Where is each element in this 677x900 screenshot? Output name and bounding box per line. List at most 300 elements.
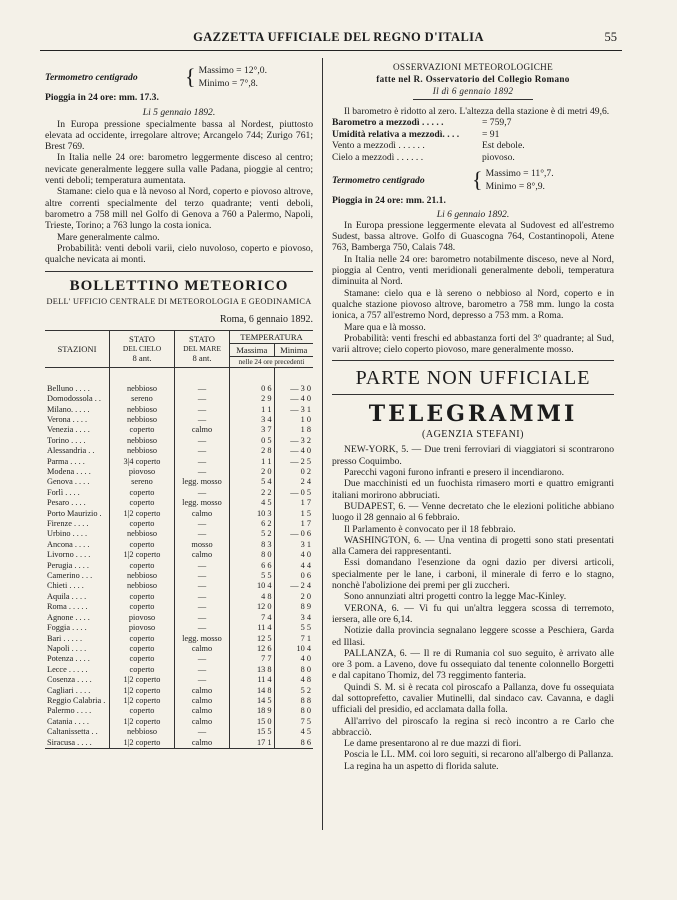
table-row [45,654,313,664]
sky-state: nebbioso [110,436,175,446]
report-date: Li 5 gennaio 1892. [142,107,216,119]
station-name: Belluno . . . . [45,384,110,394]
station-name: Milano. . . . . [45,405,110,415]
sea-state: — [175,561,230,571]
telegram-paragraph: Poscia le LL. MM. coi loro seguiti, si recarono all'albergo di Pallanza. [344,749,614,761]
header-text: STATO [189,334,215,345]
brace-glyph: { [472,167,483,193]
header-text: STATO [129,334,155,345]
section-rule [45,271,313,272]
station-name: Perugia . . . . [45,561,110,571]
sea-state: — [175,581,230,591]
spacer-cell [45,367,110,384]
table-row [45,706,313,716]
telegram-paragraph: Quindi S. M. si è recata col piroscafo a Pallanza, dove fu ossequiata dal sottoprefetto, cavalier Mutinelli, dal sindaco cav. Cavanna, e dagli ufficiali del presidio, ed acclamata dalla folla. [332,681,614,716]
sea-state: — [175,394,230,404]
sky-state: coperto [110,665,175,675]
thermometer-label: Termometro centigrado [332,174,425,186]
station-name: Aquila . . . . [45,592,110,602]
station-name: Urbino . . . . [45,529,110,539]
temp-max: 15 0 [230,717,275,727]
report-paragraph: Mare qua e là mosso. [344,321,426,333]
temp-max: 6 6 [230,561,275,571]
temp-max: 2 9 [230,394,275,404]
table-row [45,467,313,477]
sky-state: coperto [110,602,175,612]
station-name: Parma . . . . [45,457,110,467]
table-row [45,665,313,675]
station-name: Cosenza . . . . [45,675,110,685]
thermo-min: Minimo = 7°,8. [198,78,258,89]
table-row [45,727,313,737]
temp-min: 4 0 [274,654,313,664]
telegram-paragraph: Parecchi vagoni furono infranti e presero il incendiarono. [344,467,565,479]
telegram-paragraph: Sono annunziati altri progetti contro la legge Mac-Kinley. [344,591,567,603]
telegram-paragraph: Il Parlamento è convocato per il 18 febbraio. [344,523,516,535]
temp-min: 3 1 [274,540,313,550]
report-paragraph: In Europa pressione leggermente elevata al Sudovest ed all'estremo Sudest, bassa altrove. Golfo di Guascogna 764, Costantinopoli, Atene 763, Bamberga 750, Calais 748. [332,219,614,254]
sky-state: nebbioso [110,405,175,415]
station-name: Lecce . . . . . [45,665,110,675]
station-name: Chieti . . . . [45,581,110,591]
table-row [45,477,313,487]
table-row [45,436,313,446]
obs-title: OSSERVAZIONI METEOROLOGICHE [392,62,554,72]
temp-min: — 4 0 [274,394,313,404]
obs-reading-label: Barometro a mezzodì . . . . . [332,117,444,129]
col-header-temperatura: TEMPERATURA [230,330,314,343]
temp-max: 5 4 [230,477,275,487]
station-name: Potenza . . . . [45,654,110,664]
station-name: Pesaro . . . . [45,498,110,508]
col-header-nelle: nelle 24 ore precedenti [230,356,314,367]
station-name: Modena . . . . [45,467,110,477]
temp-max: 11 4 [230,623,275,633]
table-row [45,519,313,529]
station-name: Caltanissetta . . [45,727,110,737]
sky-state: coperto [110,561,175,571]
table-row [45,405,313,415]
temp-max: 14 5 [230,696,275,706]
temp-max: 2 0 [230,467,275,477]
sea-state: — [175,602,230,612]
table-row [45,415,313,425]
station-name: Firenze . . . . [45,519,110,529]
temp-min: — 3 0 [274,384,313,394]
station-name: Cagliari . . . . [45,686,110,696]
sky-state: coperto [110,425,175,435]
sea-state: calmo [175,706,230,716]
thermometer-block [45,64,313,90]
sea-state: — [175,405,230,415]
sky-state: nebbioso [110,727,175,737]
header-rule [40,50,622,51]
temp-min: — 0 5 [274,488,313,498]
table-row [45,498,313,508]
sea-state: — [175,457,230,467]
temp-min: 1 7 [274,519,313,529]
telegram-paragraph: Essi domandano l'esenzione da ogni dazio per diversi articoli, specialmente per le lane, i carboni, il minerale di ferro e lo stagno, nonchè l'abolizione dei premi per gli zuccheri. [332,557,614,592]
temp-max: 18 9 [230,706,275,716]
sky-state: coperto [110,498,175,508]
temp-min: 2 0 [274,592,313,602]
obs-reading-label: Cielo a mezzodì . . . . . . [332,151,424,163]
station-name: Roma . . . . . [45,602,110,612]
sea-state: legg. mosso [175,634,230,644]
sky-state: piovoso [110,467,175,477]
spacer-cell [274,367,313,384]
sky-state: nebbioso [110,446,175,456]
sea-state: — [175,529,230,539]
telegram-paragraph: VERONA, 6. — Vi fu qui un'altra leggera scossa di terremoto, iersera, alle ore 6,14. [332,602,614,625]
table-row [45,738,313,748]
sea-state: calmo [175,644,230,654]
sky-state: coperto [110,488,175,498]
obs-reading-value: Est debole. [482,140,525,152]
table-row [45,457,313,467]
table-row [45,529,313,539]
temp-max: 11 4 [230,675,275,685]
station-name: Reggio Calabria . [45,696,110,706]
sea-state: — [175,623,230,633]
table-row [45,425,313,435]
sky-state: piovoso [110,613,175,623]
sky-state: piovoso [110,623,175,633]
sky-state: coperto [110,644,175,654]
report-paragraph: Stamane: cielo qua e là nevoso al Nord, coperto e piovoso altrove, altre correnti specialmente del terzo quadrante; venti deboli, barometro a 758 mill nel Golfo di Genova a 760 a Palermo, Napoli, Trieste, Torino; a 763 lungo la costa ionica. [45,186,313,232]
sky-state: 1|2 coperto [110,509,175,519]
bollettino-subtitle: DELL' UFFICIO CENTRALE DI METEOROLOGIA E GEODINAMICA [46,297,312,307]
table-row [45,696,313,706]
obs-reading-row [332,117,614,129]
obs-reading-label: Umidità relativa a mezzodì. . . . [332,128,460,140]
temp-max: 2 2 [230,488,275,498]
sky-state: sereno [110,477,175,487]
meteo-table [45,330,313,748]
header-text: DEL CIELO [122,344,162,354]
sea-state: — [175,436,230,446]
station-name: Napoli . . . . [45,644,110,654]
temp-max: 12 0 [230,602,275,612]
table-row [45,488,313,498]
temp-max: 5 5 [230,571,275,581]
header-text: 8 ant. [132,353,152,364]
station-name: Verona . . . . [45,415,110,425]
sky-state: 1|2 coperto [110,550,175,560]
station-name: Alessandria . . [45,446,110,456]
sea-state: — [175,675,230,685]
temp-min: — 2 4 [274,581,313,591]
table-row [45,634,313,644]
temp-min: 10 4 [274,644,313,654]
temp-max: 10 3 [230,509,275,519]
table-row [45,384,313,394]
sea-state: — [175,467,230,477]
sea-state: — [175,519,230,529]
table-row [45,561,313,571]
sky-state: coperto [110,592,175,602]
telegram-paragraph: All'arrivo del piroscafo la regina si recò incontro a re Carlo che abbracciò. [332,715,614,738]
temp-min: — 2 5 [274,457,313,467]
station-name: Forlì . . . . [45,488,110,498]
temp-min: 4 4 [274,561,313,571]
sky-state: coperto [110,540,175,550]
thermo-max: Massimo = 12°,0. [198,65,267,76]
temp-max: 17 1 [230,738,275,748]
left-column [45,60,313,749]
sea-state: calmo [175,738,230,748]
temp-max: 1 1 [230,405,275,415]
telegram-paragraph: NEW-YORK, 5. — Due treni ferroviari di viaggiatori si scontrarono presso Coquimbo. [332,444,614,467]
sea-state: — [175,592,230,602]
sky-state: 1|2 coperto [110,686,175,696]
section-rule [332,394,614,395]
temp-min: 1 8 [274,425,313,435]
telegram-paragraph: WASHINGTON, 6. — Una ventina di progetti sono stati presentati alla Camera dei rappresentanti. [332,534,614,558]
obs-reading-value: = 759,7 [482,117,512,129]
temp-max: 5 2 [230,529,275,539]
table-row [45,540,313,550]
temp-min: — 3 2 [274,436,313,446]
obs-reading-value: piovoso. [482,151,515,163]
temp-min: 0 2 [274,467,313,477]
sky-state: nebbioso [110,529,175,539]
station-name: Palermo . . . . [45,706,110,716]
temp-max: 8 3 [230,540,275,550]
temp-max: 3 7 [230,425,275,435]
sea-state: calmo [175,686,230,696]
spacer-cell [110,367,175,384]
report-paragraph: In Italia nelle 24 ore: barometro notabilmente disceso, neve al Nord, pioggia al Centro, venti meridionali generalmente deboli, temperatura diminuita al Nord. [332,253,614,288]
temp-min: 4 8 [274,675,313,685]
parte-non-ufficiale-title: PARTE NON UFFICIALE [355,367,591,390]
temp-max: 7 4 [230,613,275,623]
page-number: 55 [604,30,617,44]
report-date: Li 6 gennaio 1892. [436,208,510,220]
station-name: Genova . . . . [45,477,110,487]
table-row [45,623,313,633]
header-text: 8 ant. [192,353,212,364]
col-header-massima: Massima [230,343,275,356]
temp-min: 3 4 [274,613,313,623]
baro-note: Il barometro è ridotto al zero. L'altezza della stazione è di metri 49,6. [344,106,610,117]
temp-min: — 4 0 [274,446,313,456]
agenzia-label: (AGENZIA STEFANI) [422,429,524,441]
sea-state: calmo [175,696,230,706]
telegram-paragraph: La regina ha un aspetto di florida salute. [344,760,499,772]
col-header-minima: Minima [274,343,313,356]
temp-min: 4 5 [274,727,313,737]
section-rule [332,360,614,361]
spacer-cell [175,367,230,384]
sea-state: — [175,415,230,425]
station-name: Catania . . . . [45,717,110,727]
col-header-cielo [110,330,175,367]
telegram-paragraph: BUDAPEST, 6. — Venne decretato che le elezioni politiche abbiano luogo il 28 gennaio al 6 febbraio. [332,500,614,524]
sea-state: legg. mosso [175,498,230,508]
table-row [45,509,313,519]
station-name: Torino . . . . [45,436,110,446]
obs-subtitle: fatte nel R. Osservatorio del Collegio Romano [376,74,570,84]
table-row [45,446,313,456]
temp-min: 8 0 [274,665,313,675]
table-row [45,592,313,602]
temp-max: 2 8 [230,446,275,456]
telegram-paragraph: Due macchinisti ed un fuochista rimasero morti e quattro emigranti italiani morirono abbruciati. [332,478,614,501]
station-name: Agnone . . . . [45,613,110,623]
temp-max: 4 8 [230,592,275,602]
sea-state: — [175,613,230,623]
temp-max: 6 2 [230,519,275,529]
sky-state: nebbioso [110,415,175,425]
report-paragraph: In Italia nelle 24 ore: barometro leggermente disceso al centro; nevicate generalmente leggere sulla valle Padana, pioggie al centro; venti deboli; temperatura aumentata. [45,152,313,187]
table-spacer-row [45,367,313,384]
sea-state: — [175,446,230,456]
sea-state: — [175,665,230,675]
table-row [45,675,313,685]
thermo-max: Massimo = 11°,7. [485,168,554,180]
temp-max: 12 6 [230,644,275,654]
station-name: Bari . . . . . [45,634,110,644]
column-divider [322,58,323,830]
sea-state: — [175,571,230,581]
rain-reading: Pioggia in 24 ore: mm. 17.3. [45,92,159,103]
obs-readings [332,117,614,163]
telegram-paragraph: Le dame presentarono al re due mazzi di fiori. [344,738,522,750]
col-header-stazioni: STAZIONI [45,330,110,367]
sea-state: mosso [175,540,230,550]
table-row [45,686,313,696]
sky-state: 1|2 coperto [110,738,175,748]
obs-reading-value: = 91 [482,128,500,140]
station-name: Camerino . . . [45,571,110,581]
temp-min: — 0 6 [274,529,313,539]
temp-min: 2 4 [274,477,313,487]
table-row [45,571,313,581]
temp-min: 5 2 [274,686,313,696]
temp-min: 1 0 [274,415,313,425]
spacer-cell [230,367,275,384]
temp-max: 3 4 [230,415,275,425]
temp-min: 8 0 [274,706,313,716]
telegram-paragraph: PALLANZA, 6. — Il re di Rumania col suo seguito, è arrivato alle ore 3 pom. a Laveno, dove fu ossequiato dal tenente colonnello Borgetti e dal capitano Thomiz, del 73 reggimento fanteria. [332,647,614,682]
temp-max: 12 5 [230,634,275,644]
sky-state: coperto [110,634,175,644]
obs-date: Il dì 6 gennaio 1892 [432,86,514,96]
rain-reading: Pioggia in 24 ore: mm. 21.1. [332,195,446,207]
telegrammi-title: TELEGRAMMI [368,401,578,428]
table-row [45,581,313,591]
sky-state: nebbioso [110,571,175,581]
report-paragraph: Probabilità: venti deboli varii, cielo nuvoloso, coperto e piovoso, qualche nevicata ai monti. [45,242,313,266]
temp-max: 8 0 [230,550,275,560]
temp-min: 0 6 [274,571,313,581]
table-row [45,613,313,623]
obs-reading-row [332,152,614,164]
sky-state: 3|4 coperto [110,457,175,467]
report-paragraph: Mare generalmente calmo. [57,231,160,243]
table-row [45,717,313,727]
sky-state: sereno [110,394,175,404]
obs-reading-row [332,129,614,141]
report-paragraph: In Europa pressione specialmente bassa al Nordest, piuttosto elevata ad occidente, irregolare altrove; Arcangelo 744; Zurigo 761; Brest 769. [45,118,313,153]
sea-state: — [175,488,230,498]
table-row [45,550,313,560]
temp-max: 14 8 [230,686,275,696]
station-name: Venezia . . . . [45,425,110,435]
temp-min: 8 8 [274,696,313,706]
sea-state: legg. mosso [175,477,230,487]
gazette-title: GAZZETTA UFFICIALE DEL REGNO D'ITALIA [193,30,484,44]
obs-reading-label: Vento a mezzodì . . . . . . [332,140,425,152]
temp-max: 10 4 [230,581,275,591]
sea-state: calmo [175,509,230,519]
brace-glyph: { [185,64,196,89]
temp-min: 5 5 [274,623,313,633]
table-row [45,394,313,404]
temp-min: — 3 1 [274,405,313,415]
temp-max: 15 5 [230,727,275,737]
telegram-paragraph: Notizie dalla provincia segnalano leggere scosse a Peschiera, Garda ed Illasi. [332,625,614,648]
table-row [45,644,313,654]
temp-max: 1 1 [230,457,275,467]
temp-max: 4 5 [230,498,275,508]
right-column [332,60,614,772]
header-text: DEL MARE [183,344,221,354]
temp-max: 0 6 [230,384,275,394]
temp-max: 13 8 [230,665,275,675]
temp-min: 1 7 [274,498,313,508]
sky-state: coperto [110,519,175,529]
sea-state: — [175,384,230,394]
report-paragraph: Stamane: cielo qua e là sereno o nebbioso al Nord, coperto e in qualche stazione piovoso altrove, barometro a 758 mm. lungo la costa ionica, a 757 all'estremo Nord, depresso a 753 mm. a Roma. [332,287,614,322]
temp-max: 7 7 [230,654,275,664]
station-name: Siracusa . . . . [45,738,110,748]
thermo-min: Minimo = 8°,9. [485,181,545,193]
sky-state: 1|2 coperto [110,717,175,727]
temp-min: 7 1 [274,634,313,644]
obs-reading-row [332,140,614,152]
sky-state: 1|2 coperto [110,675,175,685]
col-header-mare [175,330,230,367]
sea-state: calmo [175,717,230,727]
sea-state: calmo [175,550,230,560]
report-paragraph: Probabilità: venti freschi ed abbastanza forti del 3º quadrante; al Sud, varii altrove; cielo coperto piovoso, mare generalmente mosso. [332,332,614,356]
sky-state: coperto [110,654,175,664]
sea-state: — [175,727,230,737]
temp-max: 0 5 [230,436,275,446]
bollettino-date: Roma, 6 gennaio 1892. [219,314,313,326]
temp-min: 1 5 [274,509,313,519]
thermometer-block [332,167,614,193]
thermometer-label: Termometro centigrado [45,71,138,83]
station-name: Ancona . . . . [45,540,110,550]
station-name: Foggia . . . . [45,623,110,633]
sky-state: coperto [110,706,175,716]
station-name: Domodossola . . [45,394,110,404]
sky-state: nebbioso [110,384,175,394]
station-name: Porto Maurizio . [45,509,110,519]
temp-min: 8 6 [274,738,313,748]
station-name: Livorno . . . . [45,550,110,560]
short-rule [413,99,533,100]
temp-min: 4 0 [274,550,313,560]
sky-state: nebbioso [110,581,175,591]
bollettino-title: BOLLETTINO METEORICO [69,278,289,295]
table-bottom-rule [45,748,313,749]
temp-min: 8 9 [274,602,313,612]
sea-state: calmo [175,425,230,435]
